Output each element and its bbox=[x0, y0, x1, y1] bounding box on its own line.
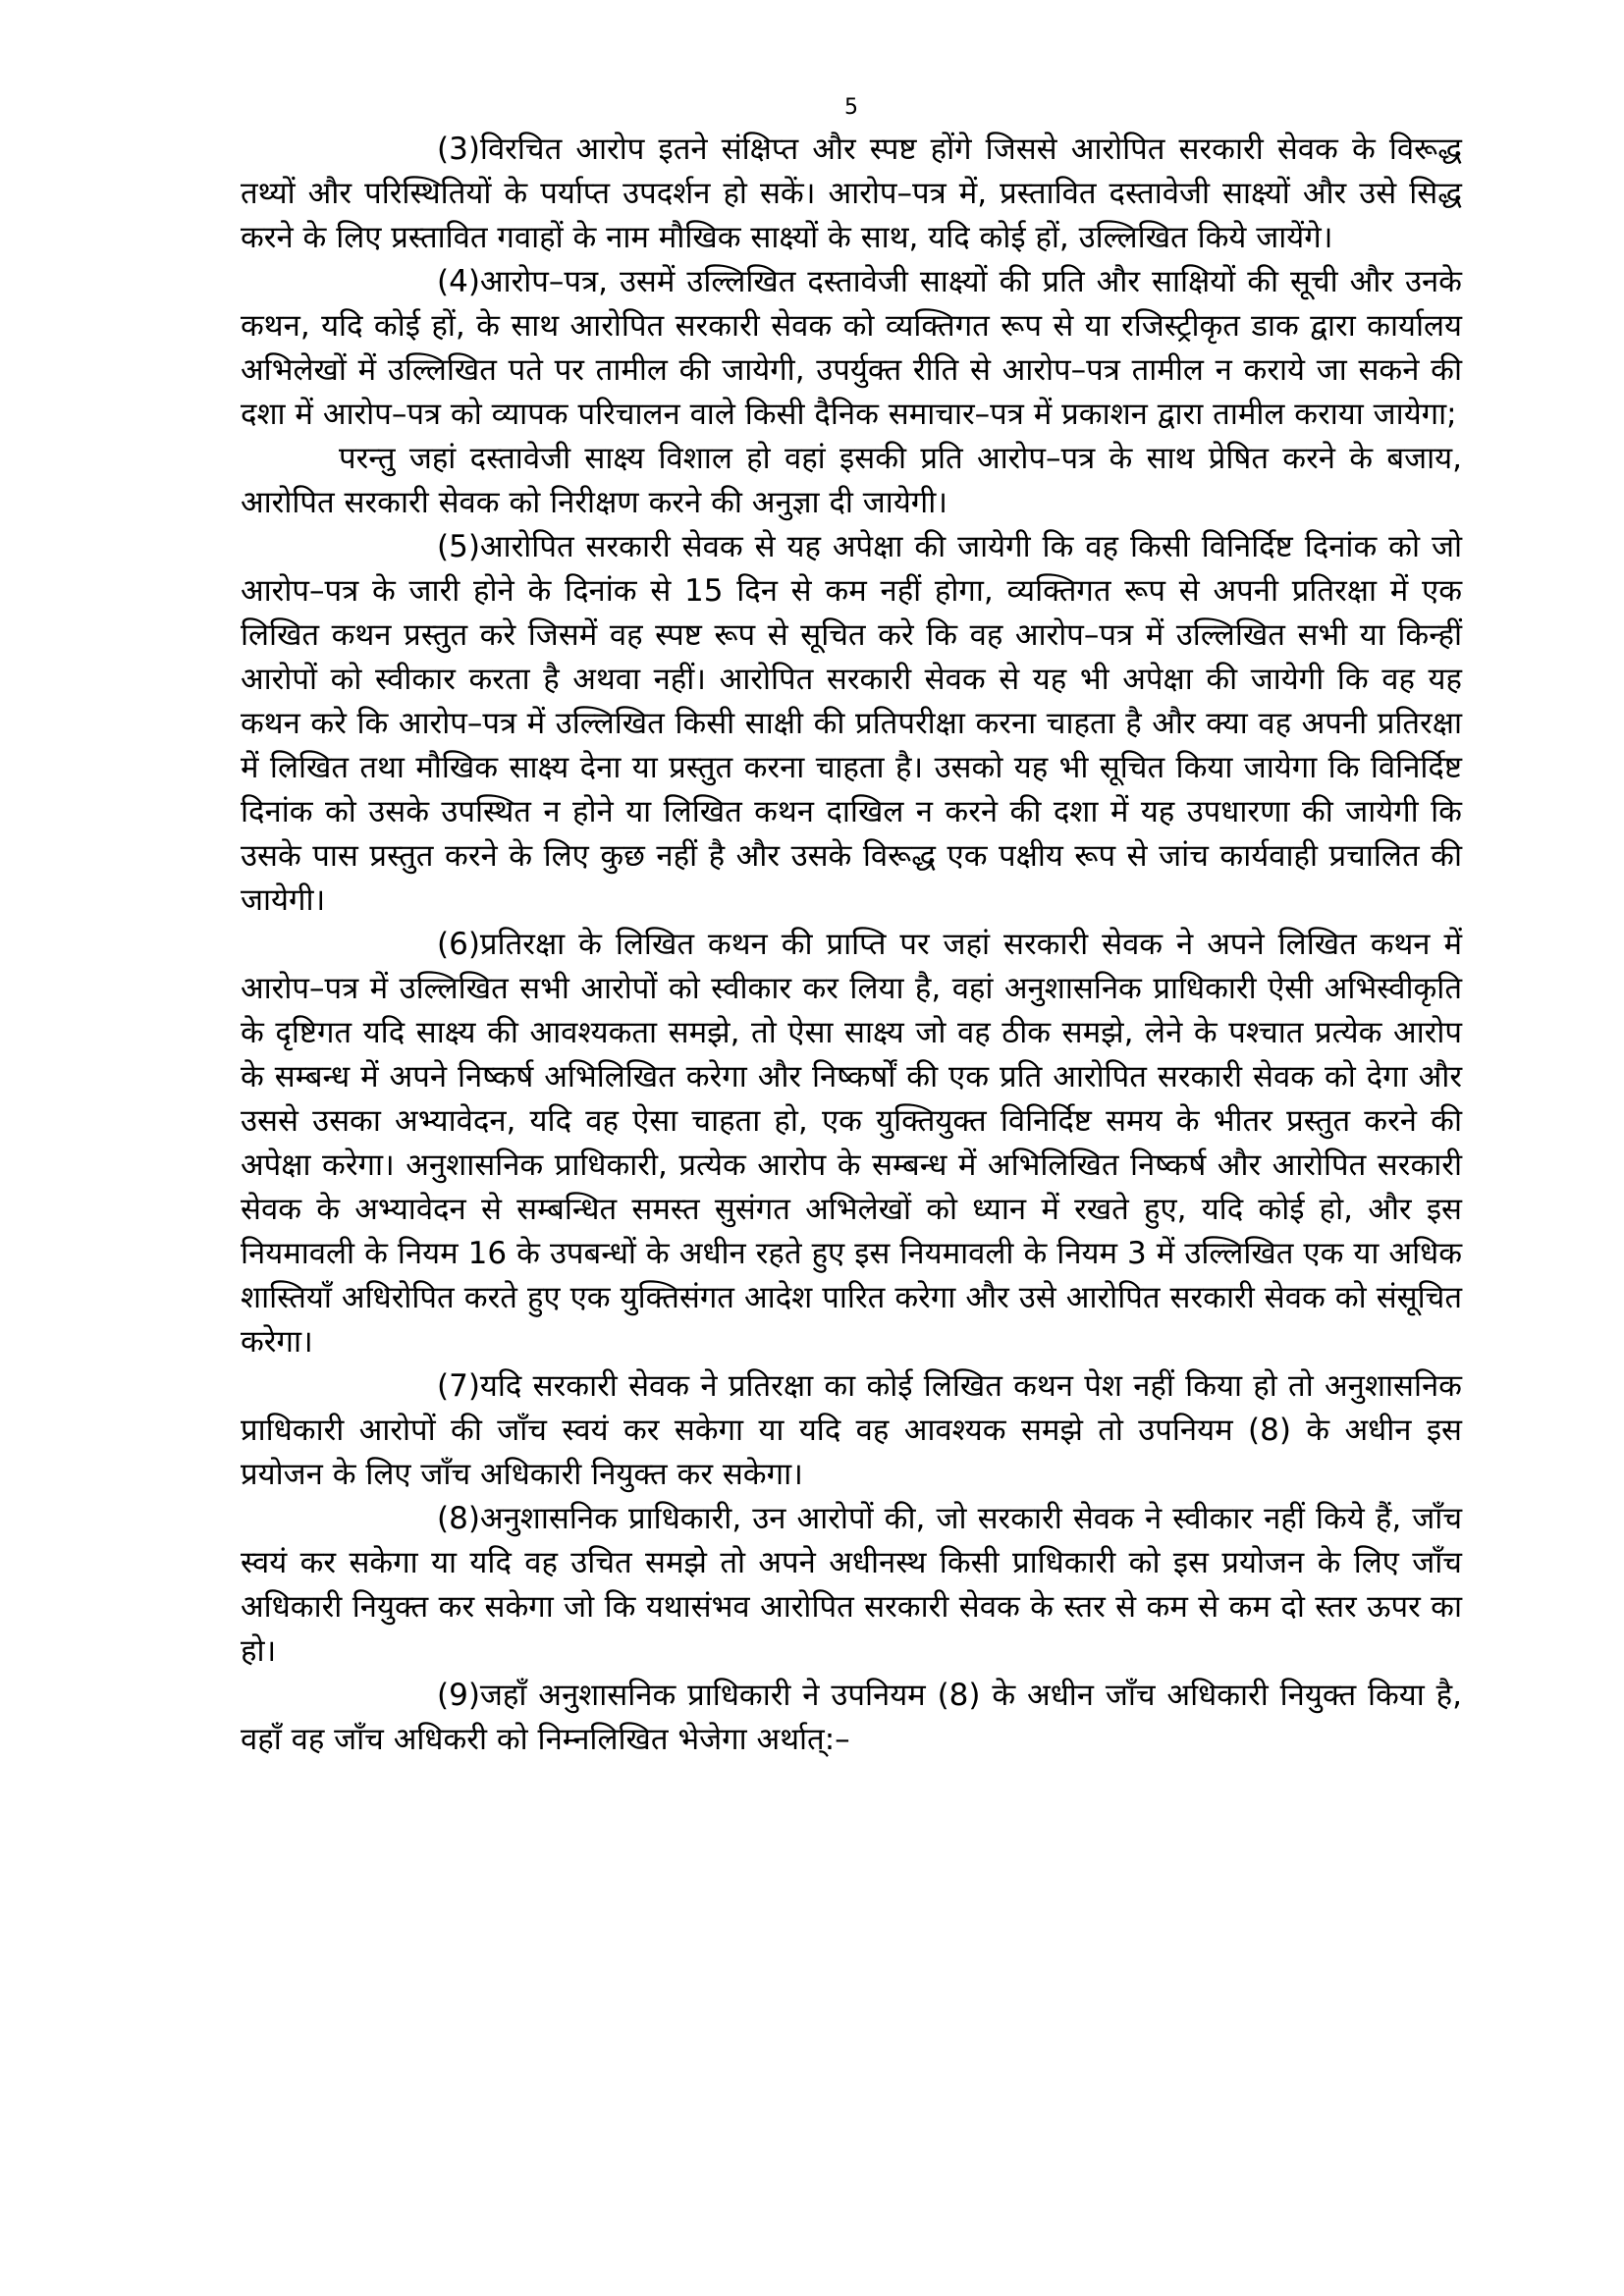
paragraph-text: जहाँ अनुशासनिक प्राधिकारी ने उपनियम (8) के अधीन जाँच अधिकारी नियुक्त किया है, वहाँ वह जाँच अधिकरी को निम्नलिखित भेजेगा अर्थात्:– bbox=[241, 1678, 1462, 1757]
paragraph-text: विरचित आरोप इतने संक्षिप्त और स्पष्ट होंगे जिससे आरोपित सरकारी सेवक के विरूद्ध तथ्यों और परिस्थितियों के पर्याप्त उपदर्शन हो सकें। आरोप–पत्र में, प्रस्तावित दस्तावेजी साक्ष्यों और उसे सिद्ध करने के लिए प्रस्तावित गवाहों के नाम मौखिक साक्ष्यों के साथ, यदि कोई हों, उल्लिखित किये जायेंगे। bbox=[241, 132, 1462, 255]
paragraph-text: आरोप–पत्र, उसमें उल्लिखित दस्तावेजी साक्ष्यों की प्रति और साक्षियों की सूची और उनके कथन, यदि कोई हों, के साथ आरोपित सरकारी सेवक को व्यक्तिगत रूप से या रजिस्ट्रीकृत डाक द्वारा कार्यालय अभिलेखों में उल्लिखित पते पर तामील की जायेगी, उपर्युक्त रीति से आरोप–पत्र तामील न कराये जा सकने की दशा में आरोप–पत्र को व्यापक परिचालन वाले किसी दैनिक समाचार–पत्र में प्रकाशन द्वारा तामील कराया जायेगा; bbox=[241, 264, 1462, 432]
clause-number: (8) bbox=[437, 1501, 480, 1536]
clause-number: (9) bbox=[437, 1678, 480, 1713]
paragraph-text: यदि सरकारी सेवक ने प्रतिरक्षा का कोई लिखित कथन पेश नहीं किया हो तो अनुशासनिक प्राधिकारी आरोपों की जाँच स्वयं कर सकेगा या यदि वह आवश्यक समझे तो उपनियम (8) के अधीन इस प्रयोजन के लिए जाँच अधिकारी नियुक्त कर सकेगा। bbox=[241, 1368, 1462, 1492]
clause-number: (4) bbox=[437, 264, 480, 299]
clause-number: (3) bbox=[437, 132, 480, 167]
paragraph-7 bbox=[241, 1364, 1462, 1497]
paragraph-6 bbox=[241, 923, 1462, 1364]
clause-number: (5) bbox=[437, 529, 480, 564]
paragraph-9 bbox=[241, 1674, 1462, 1762]
document-page bbox=[241, 94, 1462, 1762]
paragraph-text: प्रतिरक्षा के लिखित कथन की प्राप्ति पर जहां सरकारी सेवक ने अपने लिखित कथन में आरोप–पत्र में उल्लिखित सभी आरोपों को स्वीकार कर लिया है, वहां अनुशासनिक प्राधिकारी ऐसी अभिस्वीकृति के दृष्टिगत यदि साक्ष्य की आवश्यकता समझे, तो ऐसा साक्ष्य जो वह ठीक समझे, लेने के पश्चात प्रत्येक आरोप के सम्बन्ध में अपने निष्कर्ष अभिलिखित करेगा और निष्कर्षों की एक प्रति आरोपित सरकारी सेवक को देगा और उससे उसका अभ्यावेदन, यदि वह ऐसा चाहता हो, एक युक्तियुक्त विनिर्दिष्ट समय के भीतर प्रस्तुत करने की अपेक्षा करेगा। अनुशासनिक प्राधिकारी, प्रत्येक आरोप के सम्बन्ध में अभिलिखित निष्कर्ष और आरोपित सरकारी सेवक के अभ्यावेदन से सम्बन्धित समस्त सुसंगत अभिलेखों को ध्यान में रखते हुए, यदि कोई हो, और इस नियमावली के नियम 16 के उपबन्धों के अधीन रहते हुए इस नियमावली के नियम 3 में उल्लिखित एक या अधिक शास्तियाँ अधिरोपित करते हुए एक युक्तिसंगत आदेश पारित करेगा और उसे आरोपित सरकारी सेवक को संसूचित करेगा। bbox=[241, 927, 1462, 1360]
paragraph-8 bbox=[241, 1497, 1462, 1674]
clause-number: (7) bbox=[437, 1368, 480, 1404]
paragraph-text: अनुशासनिक प्राधिकारी, उन आरोपों की, जो सरकारी सेवक ने स्वीकार नहीं किये हैं, जाँच स्वयं कर सकेगा या यदि वह उचित समझे तो अपने अधीनस्थ किसी प्राधिकारी को इस प्रयोजन के लिए जाँच अधिकारी नियुक्त कर सकेगा जो कि यथासंभव आरोपित सरकारी सेवक के स्तर से कम से कम दो स्तर ऊपर का हो। bbox=[241, 1501, 1462, 1669]
paragraph-4 bbox=[241, 260, 1462, 437]
paragraph-text: आरोपित सरकारी सेवक से यह अपेक्षा की जायेगी कि वह किसी विनिर्दिष्ट दिनांक को जो आरोप–पत्र के जारी होने के दिनांक से 15 दिन से कम नहीं होगा, व्यक्तिगत रूप से अपनी प्रतिरक्षा में एक लिखित कथन प्रस्तुत करे जिसमें वह स्पष्ट रूप से सूचित करे कि वह आरोप–पत्र में उल्लिखित सभी या किन्हीं आरोपों को स्वीकार करता है अथवा नहीं। आरोपित सरकारी सेवक से यह भी अपेक्षा की जायेगी कि वह यह कथन करे कि आरोप–पत्र में उल्लिखित किसी साक्षी की प्रतिपरीक्षा करना चाहता है और क्या वह अपनी प्रतिरक्षा में लिखित तथा मौखिक साक्ष्य देना या प्रस्तुत करना चाहता है। उसको यह भी सूचित किया जायेगा कि विनिर्दिष्ट दिनांक को उसके उपस्थित न होने या लिखित कथन दाखिल न करने की दशा में यह उपधारणा की जायेगी कि उसके पास प्रस्तुत करने के लिए कुछ नहीं है और उसके विरूद्ध एक पक्षीय रूप से जांच कार्यवाही प्रचालित की जायेगी। bbox=[241, 529, 1462, 918]
paragraph-5 bbox=[241, 525, 1462, 923]
paragraph-proviso bbox=[241, 437, 1462, 525]
paragraph-text: परन्तु जहां दस्तावेजी साक्ष्य विशाल हो वहां इसकी प्रति आरोप–पत्र के साथ प्रेषित करने के बजाय, आरोपित सरकारी सेवक को निरीक्षण करने की अनुज्ञा दी जायेगी। bbox=[241, 441, 1462, 520]
clause-number: (6) bbox=[437, 927, 480, 962]
page-number: 5 bbox=[844, 95, 858, 120]
paragraph-3 bbox=[241, 128, 1462, 260]
